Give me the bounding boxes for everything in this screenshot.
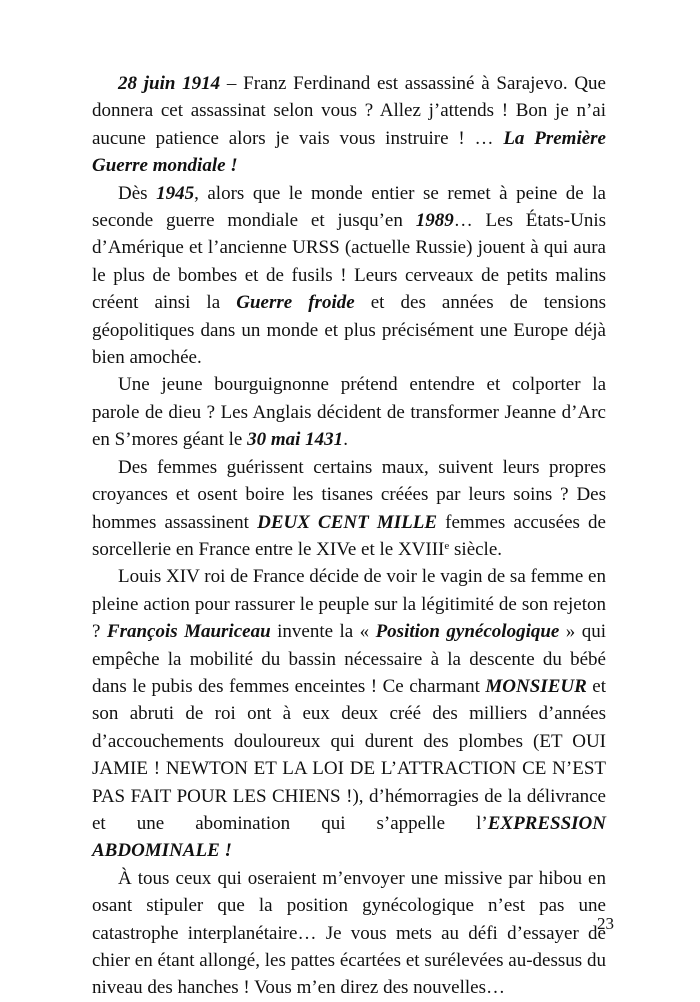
title-emphasis: La Première Guerre mondiale ! [92,127,606,177]
term-emphasis: Guerre froide [236,292,355,314]
term-emphasis: MONSIEUR [485,675,587,697]
paragraph [92,371,606,453]
body-text: invente la « [270,621,376,643]
number-emphasis: DEUX CENT MILLE [257,511,438,533]
body-text: , alors que le monde entier se remet à peine de la seconde guerre mondiale et jusqu’en [92,182,606,232]
body-text: et son abruti de roi ont à eux deux créé des milliers d’années d’accouchements douloureux qui durent des plombes (ET OUI JAMIE ! NEWTON ET LA LOI DE L’ATTRACTION CE N’EST PAS FAIT POUR LES CHIENS !), d’hémorragies de la délivrance et une abomination qui s’appelle l’ [92,675,606,834]
date-emphasis: 30 mai 1431 [247,429,344,451]
body-text: … Les États-Unis d’Amérique et l’ancienne URSS (actuelle Russie) jouent à qui aura le plus de bombes et de fusils ! Leurs cerveaux de petits malins créent ainsi la [92,210,606,314]
name-emphasis: François Mauriceau [106,621,271,643]
body-text: Dès [118,182,157,204]
body-text: . [343,429,348,451]
body-text: Louis XIV roi de France décide de voir le vagin de sa femme en pleine action pour rassurer le peuple sur la légitimité de son rejeton ? [92,566,606,643]
body-text: » qui empêche la mobilité du bassin nécessaire à la descente du bébé dans le pubis des femmes enceintes ! Ce charmant [92,621,607,697]
page-body [92,70,606,1002]
body-text: – Franz Ferdinand est assassiné à Sarajevo. Que donnera cet assassinat selon vous ? Allez j’attends ! Bon je n’ai aucune patience alors je vais vous instruire ! … [92,73,606,149]
term-emphasis: Position gynécologique [375,621,560,643]
body-text: À tous ceux qui oseraient m’envoyer une missive par hibou en osant stipuler que la position gynécologique n’est pas une catastrophe interplanétaire… Je vous mets au défi d’essayer de chier en étant allongé, les pattes écartées et surélevées au-dessus du niveau des hanches ! Vous m’en direz des nouvelles… [92,867,606,999]
paragraph [92,454,606,564]
date-emphasis: 1945 [156,182,195,204]
paragraph [92,865,606,1002]
paragraph [92,70,606,180]
body-text: et des années de tensions géopolitiques dans un monde et plus précisément une Europe déjà bien amochée. [92,292,606,369]
paragraph [92,180,606,372]
body-text: Une jeune bourguignonne prétend entendre et colporter la parole de dieu ? Les Anglais décident de transformer Jeanne d’Arc en S’mores géant le [92,374,606,451]
body-text: siècle. [449,538,503,560]
superscript: e [444,539,450,552]
body-text: femmes accusées de sorcellerie en France entre le XIVe et le XVIII [92,511,606,560]
page-number: 23 [597,914,614,933]
body-text: Des femmes guérissent certains maux, suivent leurs propres croyances et osent boire les tisanes créées par leurs soins ? Des hommes assassinent [92,456,606,533]
paragraph [92,563,606,864]
date-emphasis: 1989 [415,210,454,232]
date-emphasis: 28 juin 1914 [118,73,221,94]
term-emphasis: EXPRESSION ABDOMINALE ! [92,812,606,862]
